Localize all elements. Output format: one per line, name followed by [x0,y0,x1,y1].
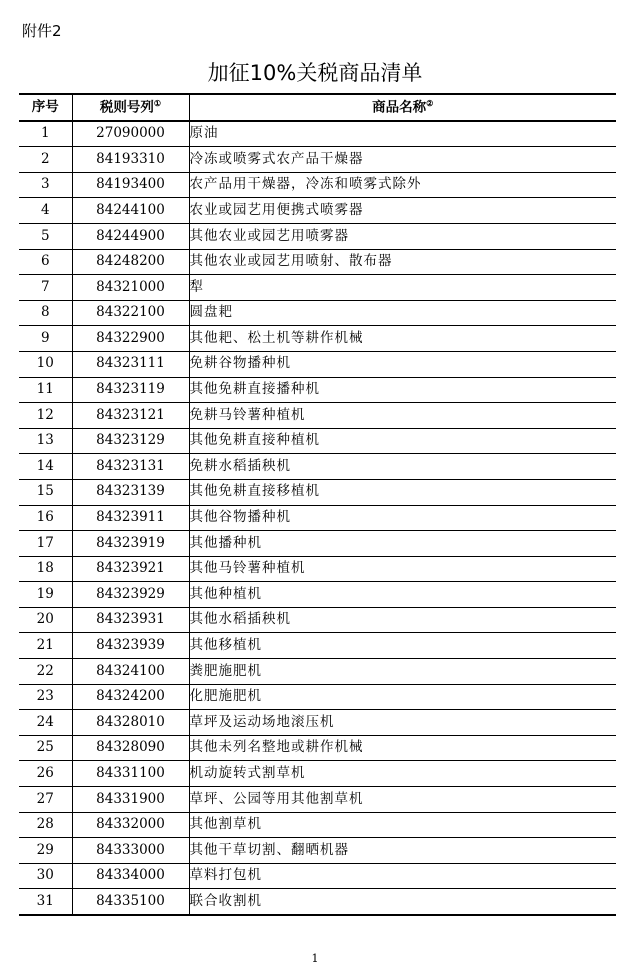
row-tariff-code: 84323939 [72,633,189,659]
table-row [19,633,616,659]
row-index: 17 [19,531,72,557]
table-row [19,454,616,480]
row-index: 5 [19,223,72,249]
table-row [19,223,616,249]
row-index: 14 [19,454,72,480]
row-tariff-code: 84323919 [72,531,189,557]
row-index: 22 [19,659,72,685]
row-tariff-code: 27090000 [72,121,189,147]
table-row [19,582,616,608]
row-tariff-code: 84328090 [72,735,189,761]
row-product-name: 原油 [189,121,616,147]
table-row [19,147,616,173]
row-tariff-code: 84323131 [72,454,189,480]
row-tariff-code: 84323129 [72,428,189,454]
row-index: 8 [19,300,72,326]
row-tariff-code: 84323929 [72,582,189,608]
table-row [19,531,616,557]
row-product-name: 联合收割机 [189,889,616,915]
row-product-name: 农产品用干燥器，冷冻和喷雾式除外 [189,172,616,198]
row-tariff-code: 84248200 [72,249,189,275]
row-product-name: 其他农业或园艺用喷射、散布器 [189,249,616,275]
row-product-name: 其他种植机 [189,582,616,608]
row-tariff-code: 84244900 [72,223,189,249]
header-name [189,94,616,121]
row-product-name: 免耕马铃薯种植机 [189,403,616,429]
table-row [19,275,616,301]
row-tariff-code: 84323119 [72,377,189,403]
row-product-name: 其他水稻插秧机 [189,607,616,633]
row-index: 18 [19,556,72,582]
row-index: 31 [19,889,72,915]
table-row [19,505,616,531]
row-index: 11 [19,377,72,403]
row-index: 10 [19,351,72,377]
table-row [19,326,616,352]
table-row [19,377,616,403]
header-index-label: 序号 [31,98,59,115]
row-index: 7 [19,275,72,301]
table-row [19,838,616,864]
row-tariff-code: 84244100 [72,198,189,224]
row-product-name: 其他播种机 [189,531,616,557]
table-row [19,249,616,275]
header-code [72,94,189,121]
row-index: 29 [19,838,72,864]
table-row [19,684,616,710]
row-product-name: 其他谷物播种机 [189,505,616,531]
row-tariff-code: 84321000 [72,275,189,301]
row-tariff-code: 84323911 [72,505,189,531]
row-tariff-code: 84334000 [72,863,189,889]
row-tariff-code: 84331100 [72,761,189,787]
header-code-label: 税则号列 [99,99,154,116]
table-row [19,761,616,787]
row-product-name: 其他干草切割、翻晒机器 [189,838,616,864]
row-index: 24 [19,710,72,736]
row-tariff-code: 84322900 [72,326,189,352]
row-tariff-code: 84323111 [72,351,189,377]
table-row [19,428,616,454]
row-index: 30 [19,863,72,889]
table-row [19,351,616,377]
row-tariff-code: 84333000 [72,838,189,864]
row-tariff-code: 84323121 [72,403,189,429]
row-product-name: 其他马铃薯种植机 [189,556,616,582]
footnote-marker-1: ① [153,98,162,109]
table-row [19,556,616,582]
row-product-name: 其他未列名整地或耕作机械 [189,735,616,761]
table-row [19,479,616,505]
row-index: 16 [19,505,72,531]
table-row [19,659,616,685]
row-product-name: 其他割草机 [189,812,616,838]
row-product-name: 犁 [189,275,616,301]
table-row [19,787,616,813]
row-index: 12 [19,403,72,429]
tariff-list-table [19,93,616,916]
row-index: 6 [19,249,72,275]
row-tariff-code: 84324200 [72,684,189,710]
header-name-label: 商品名称 [372,99,427,116]
row-tariff-code: 84332000 [72,812,189,838]
row-tariff-code: 84331900 [72,787,189,813]
row-index: 20 [19,607,72,633]
row-product-name: 化肥施肥机 [189,684,616,710]
row-tariff-code: 84323931 [72,607,189,633]
footnote-marker-2: ② [426,98,434,109]
row-tariff-code: 84324100 [72,659,189,685]
table-row [19,172,616,198]
row-product-name: 机动旋转式割草机 [189,761,616,787]
row-tariff-code: 84328010 [72,710,189,736]
row-product-name: 其他免耕直接播种机 [189,377,616,403]
row-product-name: 其他农业或园艺用喷雾器 [189,223,616,249]
table-row [19,735,616,761]
row-index: 19 [19,582,72,608]
row-index: 1 [19,121,72,147]
row-product-name: 草料打包机 [189,863,616,889]
row-index: 2 [19,147,72,173]
document-title: 加征10%关税商品清单 [207,61,423,85]
row-product-name: 其他免耕直接种植机 [189,428,616,454]
table-row [19,863,616,889]
row-index: 28 [19,812,72,838]
table-row [19,403,616,429]
row-index: 3 [19,172,72,198]
row-index: 23 [19,684,72,710]
row-index: 21 [19,633,72,659]
table-row [19,300,616,326]
header-index [19,94,72,121]
row-product-name: 其他移植机 [189,633,616,659]
row-product-name: 冷冻或喷雾式农产品干燥器 [189,147,616,173]
row-product-name: 粪肥施肥机 [189,659,616,685]
table-header-row [19,94,616,121]
row-index: 13 [19,428,72,454]
row-tariff-code: 84323921 [72,556,189,582]
table-row [19,121,616,147]
row-tariff-code: 84335100 [72,889,189,915]
row-product-name: 其他免耕直接移植机 [189,479,616,505]
table-row [19,198,616,224]
row-product-name: 农业或园艺用便携式喷雾器 [189,198,616,224]
row-index: 27 [19,787,72,813]
table-body [19,121,616,915]
row-product-name: 其他耙、松土机等耕作机械 [189,326,616,352]
row-index: 4 [19,198,72,224]
row-tariff-code: 84322100 [72,300,189,326]
row-index: 25 [19,735,72,761]
row-product-name: 草坪、公园等用其他割草机 [189,787,616,813]
annex-label: 附件2 [22,22,62,40]
row-product-name: 免耕谷物播种机 [189,351,616,377]
row-index: 15 [19,479,72,505]
row-product-name: 圆盘耙 [189,300,616,326]
row-index: 9 [19,326,72,352]
row-tariff-code: 84193400 [72,172,189,198]
row-product-name: 草坪及运动场地滚压机 [189,710,616,736]
table-row [19,710,616,736]
table-row [19,607,616,633]
table-row [19,889,616,915]
row-index: 26 [19,761,72,787]
row-tariff-code: 84323139 [72,479,189,505]
row-product-name: 免耕水稻插秧机 [189,454,616,480]
page-number: 1 [311,952,319,965]
table-row [19,812,616,838]
row-tariff-code: 84193310 [72,147,189,173]
